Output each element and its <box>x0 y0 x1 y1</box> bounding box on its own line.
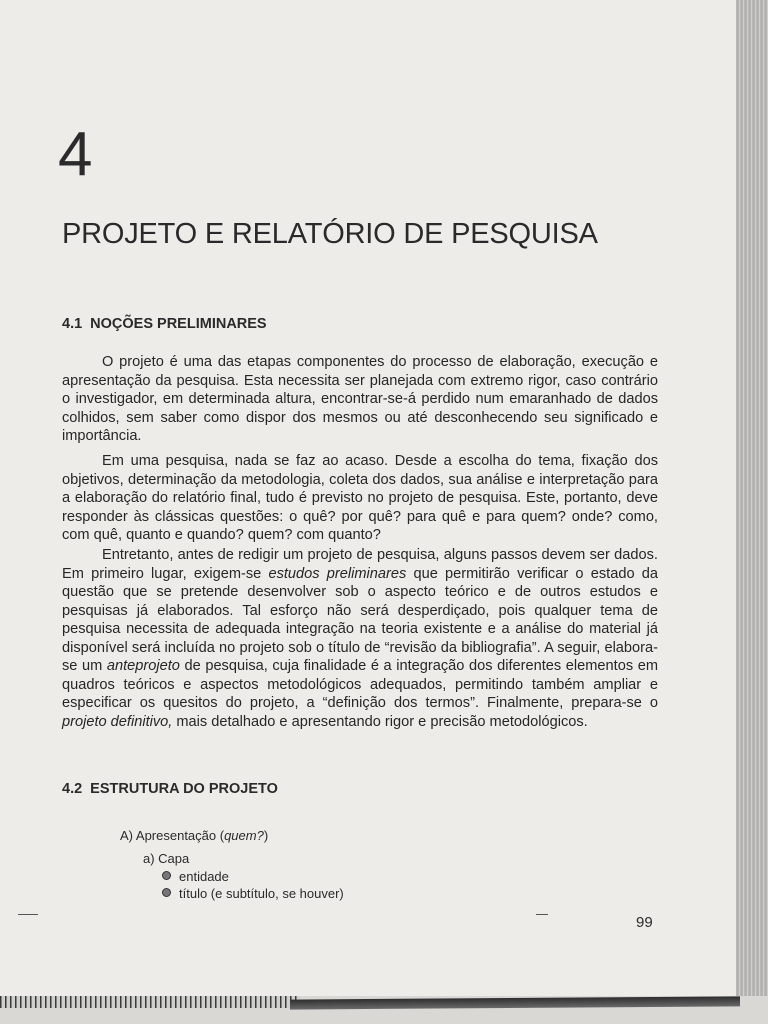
section-number: 4.1 <box>62 316 83 332</box>
outline-bullet <box>162 869 229 884</box>
scan-mark <box>536 914 548 915</box>
section-number: 4.2 <box>62 781 83 797</box>
outline-item-a <box>120 828 268 843</box>
bullet-icon <box>162 871 171 880</box>
paragraph <box>62 353 658 446</box>
emphasis-text: anteprojeto <box>106 658 180 674</box>
paragraph-text: Entretanto, antes de redigir um projeto de pesquisa, alguns passos devem ser dados. Em primeiro lugar, exigem-se <box>62 547 658 582</box>
bullet-text: entidade <box>179 869 229 884</box>
bullet-text: título (e subtítulo, se houver) <box>179 886 344 901</box>
outline-emphasis: quem? <box>224 828 264 843</box>
paragraph-text: de pesquisa, cuja finalidade é a integração dos diferentes elementos em quadros teóricos e aspectos metodológicos adequados, permitindo também ampliar e especificar os quesitos do projeto, a “definição dos termos”. Finalmente, prepara-se o <box>62 658 658 711</box>
bullet-icon <box>162 888 171 897</box>
paragraph-text: Em uma pesquisa, nada se faz ao acaso. Desde a escolha do tema, fixação dos objetivos, determinação da metodologia, coleta dos dados, sua análise e interpretação para a elaboração do relatório final, tudo é previsto no projeto de pesquisa. Este, portanto, deve responder às clássicas questões: o quê? por quê? para quê e para quem? onde? como, com quê, quanto e quando? quem? com quanto? <box>62 453 658 543</box>
scan-mark <box>18 914 38 915</box>
paragraph-text: mais detalhado e apresentando rigor e precisão metodológicos. <box>172 713 588 730</box>
paragraph-text: que permitirão verificar o estado da questão que se pretende desenvolver sob o aspecto teórico e de outros estudos e pesquisas já elaborados. Tal esforço não será desperdiçado, pois qualquer tema de pesquisa necessita de adequada integração na teoria existente e a análise do material já disponível será incluída no projeto sob o título de “revisão da bibliografia”. A seguir, elabora-se um <box>62 565 658 674</box>
chapter-number: 4 <box>58 120 93 189</box>
book-page-edges <box>736 0 768 1024</box>
emphasis-text: projeto definitivo, <box>62 713 173 730</box>
emphasis-text: estudos preliminares <box>268 565 407 582</box>
book-binding-edge <box>0 996 300 1008</box>
paragraph <box>62 546 658 731</box>
outline-bullet <box>162 886 344 901</box>
section-title: ESTRUTURA DO PROJETO <box>90 781 278 797</box>
paragraph <box>62 452 658 545</box>
section-title: NOÇÕES PRELIMINARES <box>90 316 267 332</box>
outline-subitem-a: a) Capa <box>143 851 190 866</box>
section-heading-4-1 <box>62 316 267 332</box>
paragraph-text: O projeto é uma das etapas componentes do processo de elaboração, execução e apresentação da pesquisa. Esta necessita ser planejada com extremo rigor, caso contrário o investigador, em determinada altura, encontrar-se-á perdido num emaranhado de dados colhidos, sem saber como dispor dos mesmos ou até desconhecendo seu significado e importância. <box>62 354 658 444</box>
chapter-title: PROJETO E RELATÓRIO DE PESQUISA <box>62 218 598 250</box>
outline-close: ) <box>263 828 269 843</box>
page-number: 99 <box>636 914 653 931</box>
outline-label: A) Apresentação ( <box>120 828 225 843</box>
section-heading-4-2 <box>62 781 278 797</box>
